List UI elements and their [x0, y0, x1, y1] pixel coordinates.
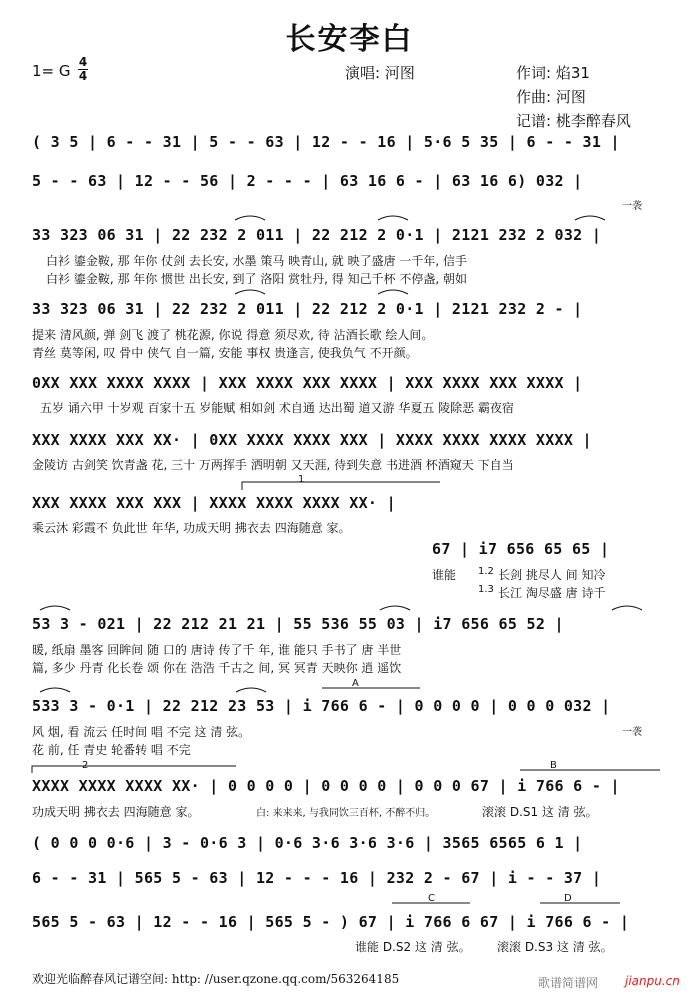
lyric-e2: 花 前, 任 青史 轮番转 唱 不完 — [32, 743, 191, 757]
lyric-c1: 谁能 — [432, 568, 457, 582]
slur-2 — [378, 216, 408, 220]
lyric-f1: 功成天明 拂衣去 四海随意 家。 — [32, 805, 200, 819]
lyric-d1: 暖, 纸扇 墨客 回眸间 随 口的 唐诗 传了千 年, 谁 能只 手书了 唐 半世 — [32, 643, 402, 657]
rehearsal-mark-d: D — [564, 893, 572, 904]
lyric-g1: 谁能 D.S2 这 清 弦。 — [355, 940, 471, 954]
music-line-8: 67 | i7 656 65 65 | — [432, 540, 610, 558]
volta-1-bracket — [242, 482, 440, 490]
verse-mark-2: 1.3 — [478, 584, 494, 595]
lyric-e1: 风 烟, 看 流云 任时间 唱 不完 这 清 弦。 — [32, 725, 251, 739]
lyric-d2: 篇, 多少 丹青 化长卷 颂 你在 浩浩 千古之 间, 冥 冥青 天映你 逍 遥饮 — [32, 661, 402, 675]
rehearsal-mark-c: C — [428, 893, 435, 904]
music-line-5: 0XX XXX XXXX XXXX | XXX XXXX XXX XXXX | XXX XXXX XXX XXXX | — [32, 374, 583, 392]
music-line-12: ( 0 0 0 0·6 | 3 - 0·6 3 | 0·6 3·6 3·6 3·6 | 3565 6565 6 1 | — [32, 834, 583, 852]
slur-6 — [40, 606, 70, 610]
lyric-a1: 白衫 鎏金鞍, 那 年你 仗剑 去长安, 水墨 策马 映青山, 就 映了盛唐 一千年, 信手 — [46, 254, 468, 268]
music-line-6: XXX XXXX XXX XX· | 0XX XXXX XXXX XXX | XXXX XXXX XXXX XXXX | — [32, 431, 592, 449]
key-signature: 1= G — [32, 62, 71, 80]
annotation-yixi-2: 一袭 — [622, 727, 642, 738]
rehearsal-mark-b: B — [550, 760, 557, 771]
lyric-c2: 长剑 挑尽人 间 知冷 — [498, 568, 606, 582]
slur-3 — [575, 216, 605, 220]
slur-5 — [378, 290, 408, 294]
music-line-14: 565 5 - 63 | 12 - - 16 | 565 5 - ) 67 | i 766 6 67 | i 766 6 - | — [32, 913, 630, 931]
slur-10 — [612, 606, 642, 610]
lyric-b3: 乘云沐 彩霞不 负此世 年华, 功成天明 拂衣去 四海随意 家。 — [32, 521, 351, 535]
music-line-13: 6 - - 31 | 565 5 - 63 | 12 - - - 16 | 232 2 - 67 | i - - 37 | — [32, 869, 602, 887]
volta-2-label: 2 — [82, 760, 89, 771]
lyric-c3: 长江 淘尽盛 唐 诗千 — [498, 586, 606, 600]
slur-8 — [40, 688, 70, 692]
lyric-a2: 白衫 鎏金鞍, 那 年你 惯世 出长安, 到了 洛阳 赏牡丹, 得 知己千杯 不停盏, 朝如 — [46, 272, 468, 286]
meter-top: 4 — [78, 55, 88, 69]
volta-1-label: 1 — [298, 474, 305, 485]
verse-mark-1: 1.2 — [478, 566, 494, 577]
slur-1 — [235, 216, 265, 220]
volta-2-bracket — [32, 766, 236, 773]
lyric-g2: 滚滚 D.S3 这 清 弦。 — [497, 940, 613, 954]
lyric-b2: 金陵访 古剑笑 饮青盏 花, 三十 万两挥手 洒明朝 又天涯, 待到失意 书进酒 杯酒窥天 下自当 — [32, 458, 514, 472]
lyric-a3: 提来 清风颜, 弹 剑飞 渡了 桃花源, 你说 得意 须尽欢, 待 沾酒长歌 绘人间。 — [32, 328, 434, 342]
music-line-11: XXXX XXXX XXXX XX· | 0 0 0 0 | 0 0 0 0 | 0 0 0 67 | i 766 6 - | — [32, 777, 620, 795]
footer-welcome: 欢迎光临醉春风记谱空间: http: //user.qzone.qq.com/563264185 — [32, 972, 400, 986]
spoken-line: 白: 来来来, 与我同饮三百杯, 不醉不归。 — [256, 808, 436, 819]
page-title: 长安李白 — [285, 22, 414, 57]
singer-credit: 演唱: 河图 — [345, 64, 415, 82]
transcriber-credit: 记谱: 桃李醉春风 — [516, 112, 631, 130]
lyricist-credit: 作词: 焰31 — [516, 64, 590, 82]
rehearsal-mark-a: A — [352, 678, 359, 689]
watermark-text: 歌谱简谱网 — [538, 976, 599, 990]
music-line-9: 53 3 - 021 | 22 212 21 21 | 55 536 55 03 | i7 656 65 52 | — [32, 615, 564, 633]
music-line-3: 33 323 06 31 | 22 232 2 011 | 22 212 2 0·1 | 2121 232 2 032 | — [32, 226, 602, 244]
slur-7 — [380, 606, 410, 610]
music-line-4: 33 323 06 31 | 22 232 2 011 | 22 212 2 0·1 | 2121 232 2 - | — [32, 300, 583, 318]
music-line-2: 5 - - 63 | 12 - - 56 | 2 - - - | 63 16 6 - | 63 16 6) 032 | — [32, 172, 583, 190]
watermark-url: jianpu.cn — [625, 974, 680, 988]
composer-credit: 作曲: 河图 — [516, 88, 586, 106]
meter-bottom: 4 — [78, 69, 88, 83]
slur-9 — [236, 688, 266, 692]
lyric-f3: 滚滚 D.S1 这 清 弦。 — [482, 805, 598, 819]
lyric-a4: 青丝 莫等闲, 叹 骨中 侠气 自一篇, 安能 事权 贵逢言, 使我负气 不开颜。 — [32, 346, 418, 360]
music-line-1: ( 3 5 | 6 - - 31 | 5 - - 63 | 12 - - 16 | 5·6 5 35 | 6 - - 31 | — [32, 133, 620, 151]
slur-4 — [235, 290, 265, 294]
music-line-7: XXX XXXX XXX XXX | XXXX XXXX XXXX XX· | — [32, 494, 396, 512]
annotation-yixi-1: 一袭 — [622, 201, 642, 212]
music-line-10: 533 3 - 0·1 | 22 212 23 53 | i 766 6 - | 0 0 0 0 | 0 0 0 032 | — [32, 697, 611, 715]
lyric-b1: 五岁 诵六甲 十岁观 百家十五 岁能赋 相如剑 术自通 达出蜀 道又游 华夏五 陵除恶 霸夜宿 — [40, 401, 514, 415]
